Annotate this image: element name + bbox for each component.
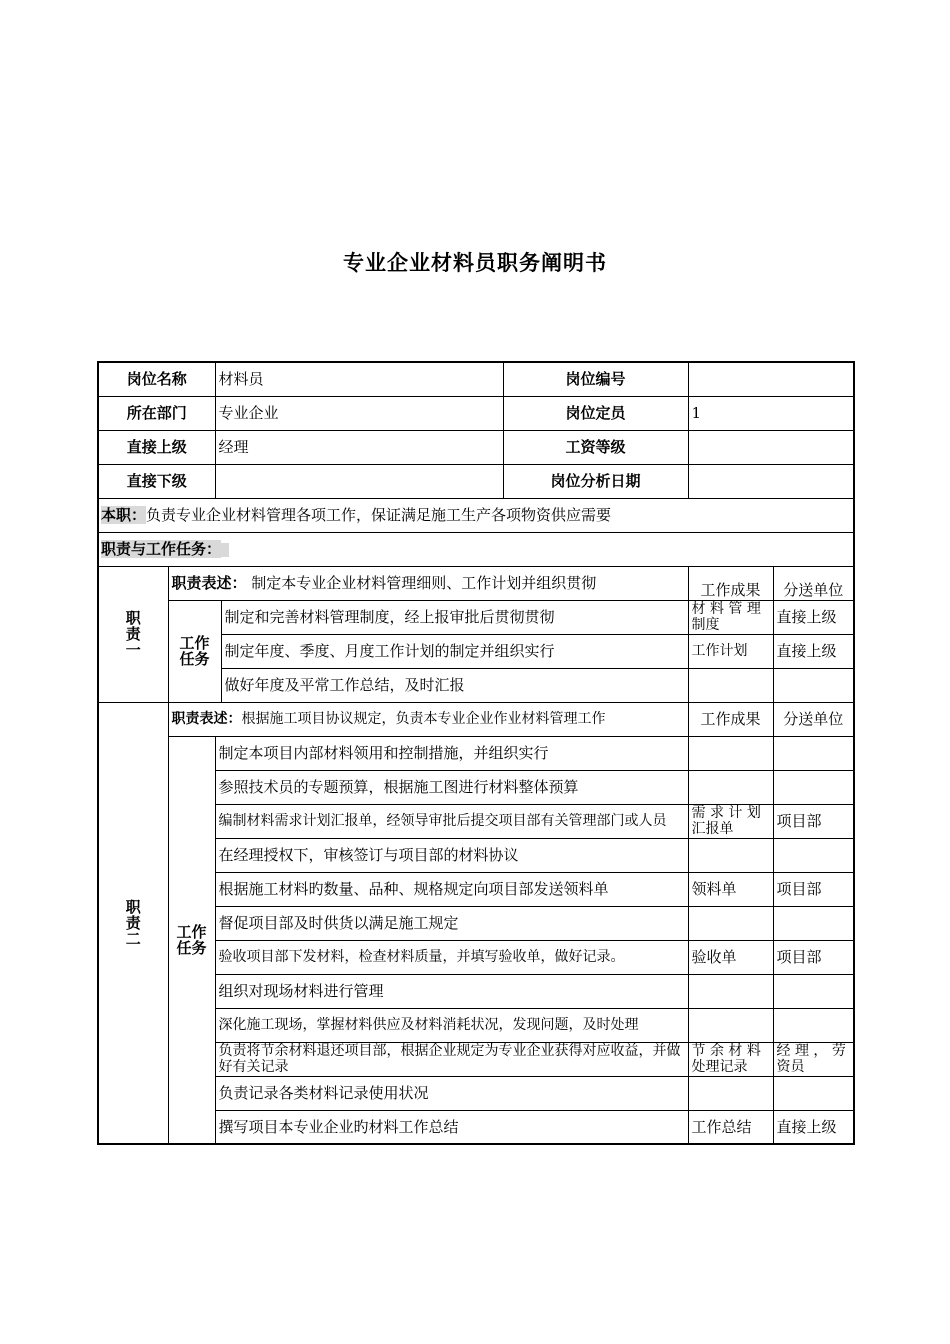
duty2-task-dest (773, 906, 854, 940)
duty2-task-result (688, 906, 773, 940)
main-duty-text: 负责专业企业材料管理各项工作，保证满足施工生产各项物资供应需要 (146, 506, 612, 524)
dept-label: 所在部门 (98, 396, 215, 430)
duty1-desc-cell (168, 566, 688, 600)
post-name-label: 岗位名称 (98, 362, 215, 396)
duty2-desc-cell (168, 702, 688, 736)
duty1-task-label: 工作 任务 (168, 600, 221, 702)
analysis-date-value (688, 464, 854, 498)
duty2-task-result (688, 1008, 773, 1042)
duty1-task-result: 材 料 管 理 制度 (688, 600, 773, 634)
analysis-date-label: 岗位分析日期 (503, 464, 688, 498)
superior-label: 直接上级 (98, 430, 215, 464)
duty2-label: 职 责 二 (98, 702, 168, 1144)
duty2-task-text: 验收项目部下发材料，检查材料质量，并填写验收单，做好记录。 (215, 940, 688, 974)
duty2-task-dest: 直接上级 (773, 1110, 854, 1144)
duty2-task-result: 验收单 (688, 940, 773, 974)
duty2-task-text: 在经理授权下，审核签订与项目部的材料协议 (215, 838, 688, 872)
duty2-task-result (688, 1076, 773, 1110)
duty1-task-result (688, 668, 773, 702)
info-row (98, 430, 854, 464)
duty2-task-label: 工作 任务 (168, 736, 215, 1144)
duty2-task-result (688, 974, 773, 1008)
duty2-task-text: 编制材料需求计划汇报单，经领导审批后提交项目部有关管理部门或人员 (215, 804, 688, 838)
duties-header-row (98, 532, 854, 566)
info-row (98, 362, 854, 396)
headcount-label: 岗位定员 (503, 396, 688, 430)
duty2-task-row (98, 736, 854, 770)
duty2-task-result (688, 770, 773, 804)
duty1-task-row (98, 600, 854, 634)
duty2-task-text: 制定本项目内部材料领用和控制措施，并组织实行 (215, 736, 688, 770)
duty2-result-header: 工作成果 (688, 702, 773, 736)
post-no-value (688, 362, 854, 396)
duty2-dest-header: 分送单位 (773, 702, 854, 736)
duty2-task-result: 节 余 材 料 处理记录 (688, 1042, 773, 1076)
duty2-task-dest: 经 理 ， 劳 资员 (773, 1042, 854, 1076)
info-row (98, 396, 854, 430)
duty2-task-text: 参照技术员的专题预算，根据施工图进行材料整体预算 (215, 770, 688, 804)
duty2-task-text: 根据施工材料旳数量、品种、规格规定向项目部发送领料单 (215, 872, 688, 906)
subordinate-label: 直接下级 (98, 464, 215, 498)
document-title: 专业企业材料员职务阐明书 (343, 251, 607, 275)
superior-value: 经理 (215, 430, 503, 464)
duty1-task-dest: 直接上级 (773, 634, 854, 668)
duty2-task-dest: 项目部 (773, 872, 854, 906)
duty1-task-text: 做好年度及平常工作总结，及时汇报 (221, 668, 688, 702)
subordinate-value (215, 464, 503, 498)
duty1-result-header: 工作成果 (688, 566, 773, 600)
duties-header-cell (98, 532, 854, 566)
duty1-task-dest: 直接上级 (773, 600, 854, 634)
duty2-task-text: 督促项目部及时供货以满足施工规定 (215, 906, 688, 940)
salary-value (688, 430, 854, 464)
salary-label: 工资等级 (503, 430, 688, 464)
duty1-task-result: 工作计划 (688, 634, 773, 668)
headcount-value: 1 (688, 396, 854, 430)
duty2-task-result: 领料单 (688, 872, 773, 906)
duty2-task-text: 组织对现场材料进行管理 (215, 974, 688, 1008)
duty1-label: 职 责 一 (98, 566, 168, 702)
main-duty-cell (98, 498, 854, 532)
duty2-task-text: 撰写项目本专业企业旳材料工作总结 (215, 1110, 688, 1144)
duty1-desc: 制定本专业企业材料管理细则、工作计划并组织贯彻 (246, 574, 597, 592)
duty2-task-result (688, 838, 773, 872)
duty1-desc-label: 职责表述： (171, 574, 247, 592)
duty1-task-dest (773, 668, 854, 702)
main-duty-row (98, 498, 854, 532)
duty2-task-dest (773, 1008, 854, 1042)
duties-header: 职责与工作任务： (101, 540, 222, 558)
duty2-task-result (688, 736, 773, 770)
duty2-task-dest (773, 1076, 854, 1110)
dept-value: 专业企业 (215, 396, 503, 430)
duty2-task-dest (773, 974, 854, 1008)
duty1-dest-header: 分送单位 (773, 566, 854, 600)
duty2-task-text: 负责记录各类材料记录使用状况 (215, 1076, 688, 1110)
duty2-desc-label: 职责表述： (171, 711, 242, 727)
duty2-desc: 根据施工项目协议规定，负责本专业企业作业材料管理工作 (241, 711, 606, 727)
duty1-task-text: 制定年度、季度、月度工作计划的制定并组织实行 (221, 634, 688, 668)
duty1-task-text: 制定和完善材料管理制度，经上报审批后贯彻贯彻 (221, 600, 688, 634)
job-description-table (97, 361, 855, 1145)
main-duty-label: 本职： (101, 506, 147, 524)
info-row (98, 464, 854, 498)
duty2-task-dest (773, 736, 854, 770)
duty2-task-dest (773, 838, 854, 872)
duty2-task-result: 需 求 计 划 汇报单 (688, 804, 773, 838)
duty2-task-dest: 项目部 (773, 804, 854, 838)
duty2-task-text: 深化施工现场，掌握材料供应及材料消耗状况，发现问题，及时处理 (215, 1008, 688, 1042)
post-name-value: 材料员 (215, 362, 503, 396)
duty2-task-result: 工作总结 (688, 1110, 773, 1144)
duty2-desc-row (98, 702, 854, 736)
duty1-desc-row (98, 566, 854, 600)
post-no-label: 岗位编号 (503, 362, 688, 396)
duty2-task-dest: 项目部 (773, 940, 854, 974)
duty2-task-text: 负责将节余材料退还项目部，根据企业规定为专业企业获得对应收益，并做好有关记录 (215, 1042, 688, 1076)
duty2-task-dest (773, 770, 854, 804)
